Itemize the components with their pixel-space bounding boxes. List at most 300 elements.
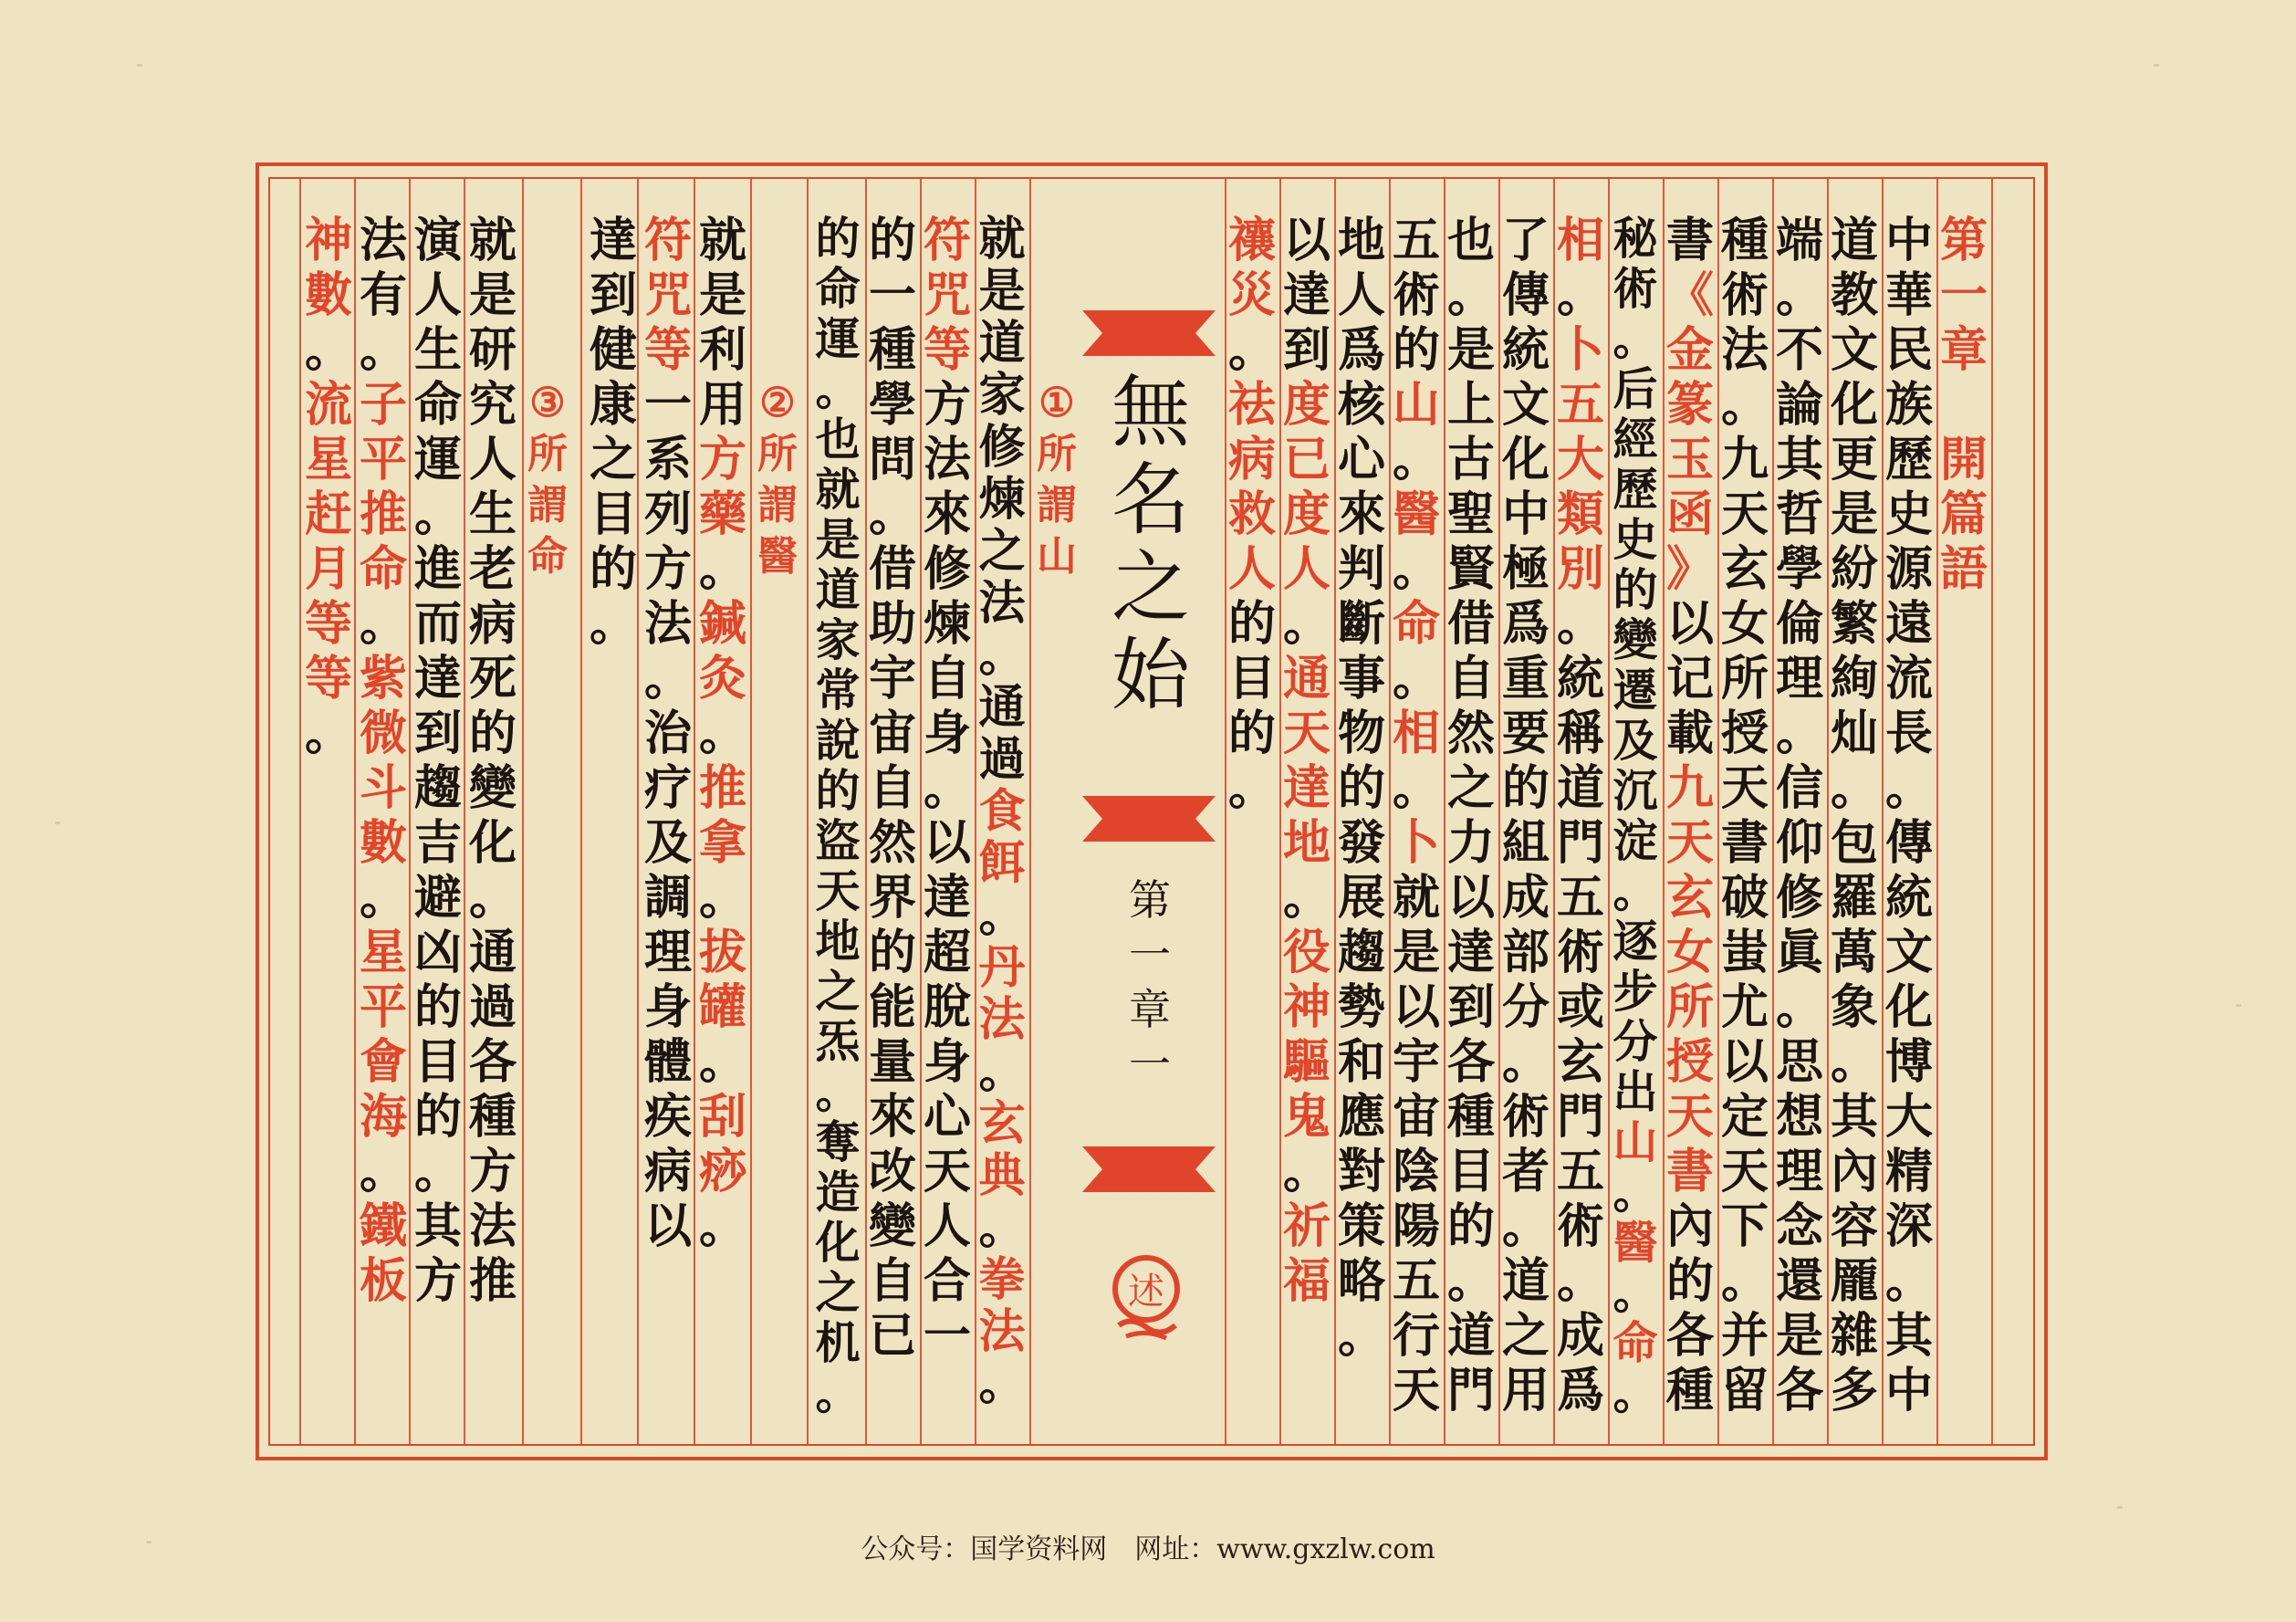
glyph: 山 [1612, 1115, 1658, 1168]
glyph: 聖 [1446, 487, 1495, 542]
highlighted-term [354, 926, 412, 1145]
glyph: 仰 [1775, 815, 1823, 871]
glyph: 。 [698, 1198, 746, 1254]
glyph: 等 [923, 322, 971, 378]
glyph: 吉 [413, 815, 462, 871]
glyph: 度 [1282, 377, 1331, 433]
highlighted-term [1551, 378, 1610, 597]
glyph: 理 [1775, 1144, 1823, 1199]
glyph: 賢 [1446, 541, 1495, 597]
glyph: 之 [1446, 760, 1495, 816]
glyph: 。 [815, 362, 861, 415]
glyph: 其 [1830, 1089, 1878, 1145]
glyph: 法 [923, 432, 971, 487]
text-run [1278, 214, 1336, 378]
glyph: 用 [1501, 1363, 1550, 1418]
glyph: 其 [413, 1198, 462, 1254]
glyph: 卜 [1556, 322, 1604, 378]
highlighted-term [973, 942, 1031, 1046]
glyph: 借 [1446, 596, 1495, 652]
glyph: 。 [1612, 864, 1658, 917]
glyph: 。 [1227, 322, 1276, 378]
glyph: 到 [1446, 979, 1495, 1035]
glyph: 達 [589, 213, 637, 268]
text-run [1661, 214, 1719, 268]
glyph: 所 [757, 431, 798, 477]
glyph: 。 [1282, 596, 1331, 652]
glyph: 一 [1129, 930, 1171, 979]
glyph: 文 [1830, 322, 1878, 378]
paper-fleck [2154, 64, 2159, 67]
glyph: 丹 [978, 940, 1026, 995]
glyph: 。 [1556, 596, 1604, 652]
text-run [1387, 433, 1445, 487]
glyph: 到 [1282, 322, 1331, 378]
highlighted-term [354, 378, 412, 597]
glyph: 。 [1392, 760, 1440, 816]
heading-ming [518, 378, 577, 1583]
glyph: 。 [1392, 432, 1440, 487]
text-run [1387, 542, 1445, 597]
glyph: 。 [698, 1034, 746, 1090]
text-column [1387, 214, 1445, 1418]
glyph: 。 [978, 1044, 1026, 1099]
glyph: 推 [359, 487, 407, 542]
glyph: 勢 [1337, 979, 1385, 1035]
glyph: 門 [1556, 1089, 1604, 1145]
text-run [1332, 214, 1391, 1364]
glyph: 疗 [643, 760, 692, 816]
glyph: 以 [923, 815, 971, 871]
glyph: 《 [1665, 267, 1714, 323]
glyph: 咒 [643, 267, 692, 323]
glyph: 稱 [1556, 706, 1604, 761]
glyph: 對 [1337, 1144, 1385, 1199]
text-column [1442, 214, 1500, 1418]
seal-stamp [1108, 1249, 1185, 1347]
glyph: 。 [1446, 267, 1495, 323]
glyph: 天 [1665, 815, 1714, 871]
glyph: 篇 [1939, 487, 1988, 542]
glyph: 五 [1392, 1253, 1440, 1309]
glyph: 。 [1556, 267, 1604, 323]
glyph: 天 [1392, 1363, 1440, 1418]
glyph: 以 [1446, 870, 1495, 926]
glyph: 健 [589, 322, 637, 378]
glyph: 天 [1665, 1089, 1714, 1145]
highlighted-term [1387, 706, 1445, 761]
glyph: 是 [815, 513, 861, 566]
glyph: 山 [1392, 377, 1440, 433]
glyph: 。 [359, 1144, 407, 1199]
glyph: 化 [1830, 377, 1878, 433]
glyph: 學 [1775, 541, 1823, 597]
glyph: 容 [1830, 1198, 1878, 1254]
glyph: 及 [643, 815, 692, 871]
text-run [1606, 1368, 1665, 1418]
glyph: 。 [978, 888, 1026, 943]
glyph: 演 [413, 213, 462, 268]
glyph: 極 [1501, 541, 1550, 597]
glyph: 灿 [1830, 706, 1878, 761]
glyph: 沉 [1612, 764, 1658, 817]
glyph: 地 [1337, 213, 1385, 268]
glyph: 九 [1665, 760, 1714, 816]
text-run [1223, 323, 1281, 378]
glyph: 多 [1830, 1363, 1878, 1418]
glyph: 是 [1392, 925, 1440, 980]
text-column [1770, 214, 1829, 1418]
glyph: 爲 [1556, 1363, 1604, 1418]
glyph: 拿 [698, 815, 746, 871]
glyph: 助 [868, 596, 916, 652]
glyph: 文 [1501, 377, 1550, 433]
glyph: 蚩 [1720, 925, 1769, 980]
glyph: 羅 [1830, 870, 1878, 926]
glyph: 卜 [1392, 815, 1440, 871]
glyph: 星 [359, 925, 407, 980]
glyph: 術 [1556, 1198, 1604, 1254]
highlighted-term [1223, 378, 1281, 597]
glyph: 究 [468, 377, 517, 433]
text-run [1825, 214, 1884, 1418]
text-run [973, 1358, 1031, 1410]
glyph: 步 [1612, 965, 1658, 1018]
highlighted-term [1661, 761, 1719, 1199]
glyph: 以 [1282, 213, 1331, 268]
glyph: 的 [1665, 1253, 1714, 1309]
glyph: 中 [1884, 1363, 1933, 1418]
glyph: 象 [1830, 979, 1878, 1035]
text-column [1278, 214, 1336, 1418]
highlighted-term [1935, 214, 1993, 597]
glyph: 的 [1227, 706, 1276, 761]
glyph: 海 [359, 1089, 407, 1145]
glyph: 相 [1556, 213, 1604, 268]
highlighted-term [299, 378, 358, 706]
glyph: 地 [1282, 815, 1331, 871]
glyph: 避 [413, 870, 462, 926]
text-run [973, 890, 1031, 942]
glyph: 是 [978, 264, 1026, 319]
glyph: 流 [304, 377, 352, 433]
glyph: 家 [978, 368, 1026, 423]
glyph: 修 [1775, 870, 1823, 926]
glyph: 的 [1501, 760, 1550, 816]
glyph: 爲 [1501, 596, 1550, 652]
glyph: 就 [468, 213, 517, 268]
glyph: 死 [468, 651, 517, 706]
glyph: 痧 [698, 1144, 746, 1199]
glyph: 已 [1282, 432, 1331, 487]
glyph: 。 [359, 596, 407, 652]
glyph: 深 [1884, 1198, 1933, 1254]
glyph: 授 [1720, 706, 1769, 761]
glyph: 系 [643, 432, 692, 487]
glyph: 以 [643, 1198, 692, 1254]
glyph: 第 [1939, 213, 1988, 268]
glyph: 法 [468, 1198, 517, 1254]
glyph: 道 [1556, 760, 1604, 816]
glyph: 玄 [1556, 1034, 1604, 1090]
glyph: 。 [1392, 541, 1440, 597]
text-run [1387, 871, 1445, 1418]
top-red-banner [1082, 310, 1216, 356]
glyph: 成 [1556, 1308, 1604, 1364]
glyph: 超 [923, 925, 971, 980]
glyph: 術 [1556, 925, 1604, 980]
glyph: 研 [468, 322, 517, 378]
glyph: 玄 [978, 1096, 1026, 1151]
glyph: 長 [1884, 706, 1933, 761]
text-run [694, 871, 752, 926]
glyph: 。 [1830, 1034, 1878, 1090]
glyph: 之 [1111, 542, 1190, 633]
glyph: 各 [1665, 1308, 1714, 1364]
highlighted-term [694, 433, 752, 542]
glyph: 第 [1129, 875, 1171, 925]
glyph: 人 [413, 267, 462, 323]
text-column [1497, 214, 1555, 1418]
glyph: 種 [1665, 1363, 1714, 1418]
glyph: 然 [1446, 706, 1495, 761]
text-run [694, 1199, 752, 1254]
glyph: 部 [1501, 925, 1550, 980]
glyph: 法 [1720, 322, 1769, 378]
glyph: 五 [1392, 213, 1440, 268]
glyph: 合 [923, 1253, 971, 1309]
text-column [1825, 214, 1884, 1418]
glyph: 五 [1556, 377, 1604, 433]
glyph: 所 [1720, 651, 1769, 706]
glyph: 門 [1446, 1363, 1495, 1418]
glyph: 老 [468, 541, 517, 597]
glyph: 。 [815, 1065, 861, 1118]
glyph: 然 [868, 815, 916, 871]
glyph: 。 [1612, 1266, 1658, 1319]
glyph: 一 [868, 267, 916, 323]
text-run [354, 214, 412, 378]
glyph: 者 [1501, 1144, 1550, 1199]
glyph: 已 [868, 1308, 916, 1364]
glyph: 自 [1446, 651, 1495, 706]
glyph: 机 [815, 1316, 861, 1369]
glyph: 微 [359, 706, 407, 761]
text-column [809, 214, 867, 1418]
glyph: 。 [1830, 760, 1878, 816]
highlighted-term [973, 1098, 1031, 1202]
glyph: 造 [815, 1166, 861, 1219]
glyph: 刮 [698, 1089, 746, 1145]
glyph [1935, 378, 1993, 433]
glyph: 通 [468, 925, 517, 980]
highlighted-term [639, 214, 697, 378]
glyph: 灸 [698, 651, 746, 706]
middle-red-banner [1082, 796, 1216, 842]
glyph: 行 [1392, 1308, 1440, 1364]
glyph: 還 [1775, 1253, 1823, 1309]
text-run [1387, 214, 1445, 378]
glyph: 宙 [868, 706, 916, 761]
glyph: 運 [413, 432, 462, 487]
glyph: 疾 [643, 1089, 692, 1145]
glyph: 天 [923, 1144, 971, 1199]
glyph: 中 [1884, 213, 1933, 268]
glyph: 之 [815, 1266, 861, 1319]
glyph: 種 [868, 322, 916, 378]
glyph: 的 [1227, 596, 1276, 652]
text-run [863, 214, 922, 1364]
glyph: 的 [413, 979, 462, 1035]
highlighted-term [1387, 487, 1445, 542]
glyph: 后 [1612, 362, 1658, 415]
glyph: 更 [1830, 432, 1878, 487]
glyph: 病 [643, 1144, 692, 1199]
glyph: 自 [868, 760, 916, 816]
glyph: 福 [1282, 1253, 1331, 1309]
glyph: 。 [698, 541, 746, 597]
glyph: 名 [1111, 455, 1190, 546]
glyph: 民 [1884, 322, 1933, 378]
text-column [584, 214, 642, 1418]
glyph: 內 [1830, 1144, 1878, 1199]
glyph: 度 [1282, 487, 1331, 542]
glyph: 人 [1337, 267, 1385, 323]
glyph: 。 [1446, 1253, 1495, 1309]
glyph: 祈 [1282, 1198, 1331, 1254]
glyph: 一 [1939, 267, 1988, 323]
glyph: 化 [1501, 432, 1550, 487]
glyph: 來 [868, 1089, 916, 1145]
glyph: 化 [815, 1216, 861, 1269]
glyph: 身 [923, 1034, 971, 1090]
glyph: 。 [1775, 979, 1823, 1035]
glyph: 成 [1501, 870, 1550, 926]
glyph: 》 [1665, 541, 1714, 597]
glyph: 陽 [1392, 1198, 1440, 1254]
highlighted-term [1551, 323, 1610, 378]
glyph: 所 [1665, 979, 1714, 1035]
glyph: 醫 [1612, 1216, 1658, 1269]
glyph: 的 [815, 212, 861, 265]
glyph: 。 [1612, 312, 1658, 365]
glyph: 重 [1501, 651, 1550, 706]
glyph: 統 [1501, 322, 1550, 378]
glyph: 大 [1884, 1089, 1933, 1145]
glyph: 神 [1282, 979, 1331, 1035]
glyph: 和 [1337, 1034, 1385, 1090]
glyph: 。 [815, 1366, 861, 1419]
glyph: 內 [1665, 1198, 1714, 1254]
glyph: 醫 [757, 533, 798, 580]
text-run [1278, 597, 1336, 652]
glyph: 炁 [815, 1015, 861, 1068]
glyph: 統 [1556, 651, 1604, 706]
glyph: 量 [868, 1034, 916, 1090]
glyph: 。 [643, 651, 692, 706]
glyph: 信 [1775, 760, 1823, 816]
glyph: 達 [1282, 267, 1331, 323]
glyph: 命 [359, 541, 407, 597]
paper-fleck [55, 821, 60, 824]
glyph: 禳 [1227, 213, 1276, 268]
glyph: 分 [1501, 979, 1550, 1035]
glyph: 等 [304, 596, 352, 652]
text-column [1935, 214, 1993, 1418]
glyph: 治 [643, 706, 692, 761]
highlighted-term [1606, 1117, 1665, 1167]
glyph: 運 [815, 312, 861, 365]
glyph: 天 [1282, 706, 1331, 761]
glyph: ① [1038, 380, 1075, 426]
glyph: 赶 [304, 487, 352, 542]
glyph: 天 [1720, 487, 1769, 542]
glyph: 煉 [978, 472, 1026, 527]
glyph: 語 [1939, 541, 1988, 597]
glyph: 之 [1501, 1308, 1550, 1364]
heading-yi [748, 378, 807, 1583]
glyph: 出 [1612, 1065, 1658, 1118]
glyph: 之 [978, 524, 1026, 579]
glyph: 發 [1337, 815, 1385, 871]
text-run [1716, 214, 1774, 1418]
glyph: 想 [1775, 1089, 1823, 1145]
glyph: 包 [1830, 815, 1878, 871]
glyph: 中 [1501, 487, 1550, 542]
highlighted-term [1278, 652, 1336, 871]
glyph: 絢 [1830, 651, 1878, 706]
glyph: 生 [413, 322, 462, 378]
glyph: 。 [413, 487, 462, 542]
text-run [464, 214, 522, 1309]
glyph: 利 [698, 322, 746, 378]
glyph: 書 [1720, 815, 1769, 871]
glyph: 藥 [698, 487, 746, 542]
text-run [1606, 214, 1665, 1117]
glyph: 逐 [1612, 915, 1658, 968]
glyph: 數 [359, 815, 407, 871]
glyph: 念 [1775, 1198, 1823, 1254]
glyph: 。 [1775, 267, 1823, 323]
glyph: 載 [1665, 706, 1714, 761]
glyph: 秘 [1612, 212, 1658, 265]
glyph: 。 [1227, 760, 1276, 816]
glyph: 目 [1227, 651, 1276, 706]
glyph: 方 [698, 432, 746, 487]
glyph: 天 [1720, 760, 1769, 816]
glyph: 。 [1282, 870, 1331, 926]
glyph: 的 [1337, 760, 1385, 816]
glyph: 食 [978, 784, 1026, 839]
text-run [1551, 597, 1610, 1418]
glyph: 鐵 [359, 1198, 407, 1254]
glyph: 。 [1612, 1366, 1658, 1419]
glyph: 是 [1775, 1308, 1823, 1364]
glyph: 略 [1337, 1253, 1385, 1309]
glyph: 的 [815, 764, 861, 817]
glyph: 雜 [1830, 1308, 1878, 1364]
glyph: 到 [589, 267, 637, 323]
glyph: 史 [1612, 513, 1658, 566]
text-column [409, 214, 467, 1418]
glyph: 也 [815, 413, 861, 466]
glyph: 過 [468, 979, 517, 1035]
glyph: 華 [1884, 267, 1933, 323]
glyph: 學 [868, 377, 916, 433]
glyph: 或 [1556, 979, 1604, 1035]
text-column [1880, 214, 1938, 1418]
text-column [1606, 214, 1665, 1418]
